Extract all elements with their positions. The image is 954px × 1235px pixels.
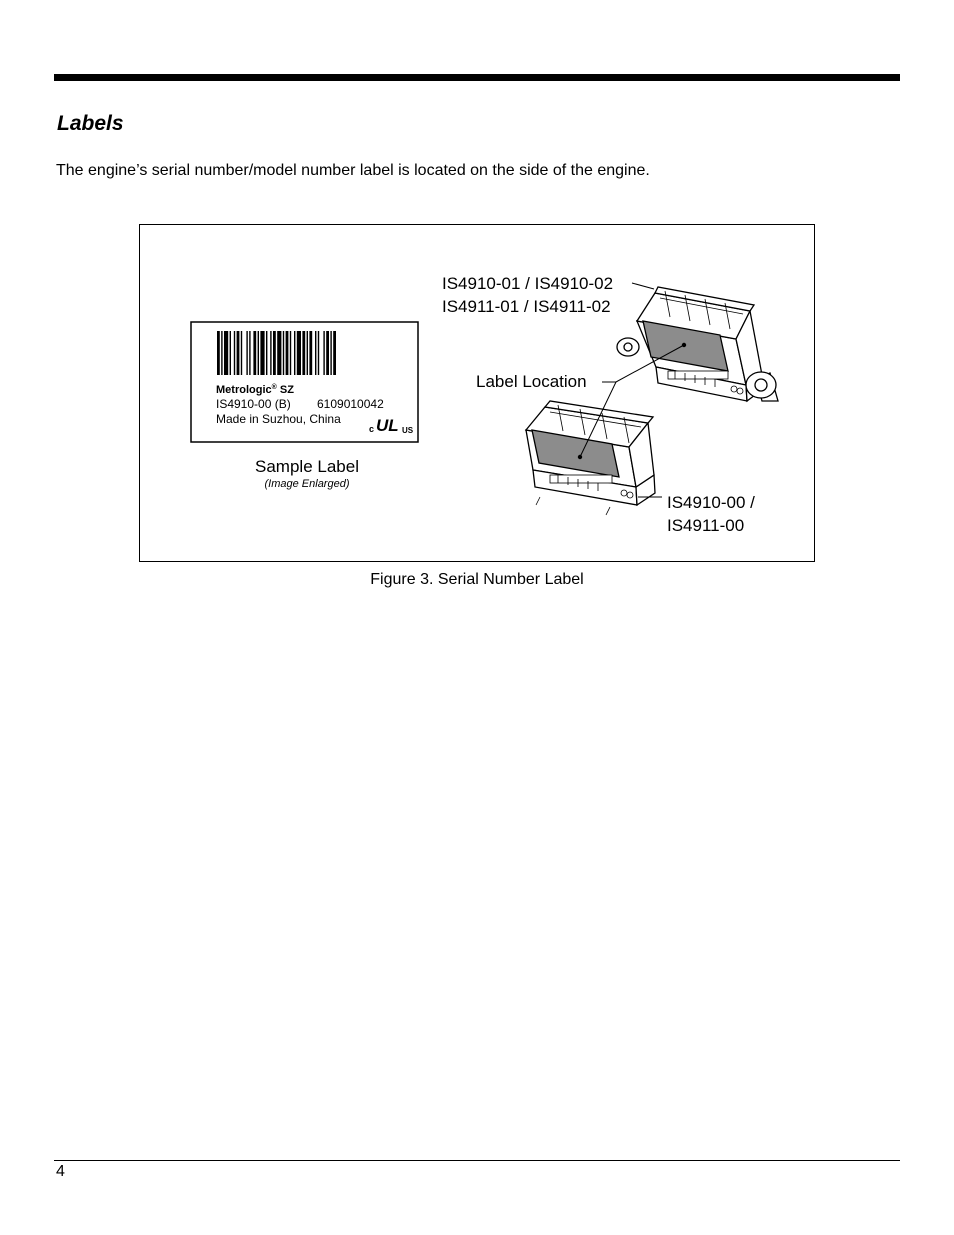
barcode-bar — [290, 331, 291, 375]
barcode-bar — [217, 331, 220, 375]
sample-label-note: (Image Enlarged) — [264, 478, 350, 490]
barcode-bar — [283, 331, 284, 375]
label-origin: Made in Suzhou, China — [216, 412, 341, 426]
svg-text:US: US — [402, 426, 414, 435]
label-serial: 6109010042 — [317, 397, 384, 411]
label-model: IS4910-00 (B) — [216, 397, 291, 411]
svg-text:UL: UL — [376, 416, 399, 435]
engine-lower-drawing — [526, 401, 655, 515]
barcode-bar — [258, 331, 259, 375]
barcode-bar — [234, 331, 235, 375]
section-heading: Labels — [57, 112, 124, 135]
barcode-bar — [309, 331, 312, 375]
barcode-bar — [326, 331, 329, 375]
barcode-bar — [318, 331, 319, 375]
page-number: 4 — [56, 1163, 65, 1180]
top-rule — [54, 74, 900, 81]
callout-label-location: Label Location — [476, 372, 587, 391]
section-body: The engine’s serial number/model number label is located on the side of the engine. — [56, 162, 650, 179]
barcode-bar — [323, 331, 324, 375]
figure-caption: Figure 3. Serial Number Label — [370, 571, 584, 588]
barcode-bar — [294, 331, 295, 375]
barcode-bar — [266, 331, 267, 375]
barcode-bar — [315, 331, 316, 375]
barcode-bar — [241, 331, 242, 375]
engine-upper-drawing — [617, 287, 778, 401]
callout-top-line2: IS4911-01 / IS4911-02 — [442, 297, 611, 316]
barcode-bar — [297, 331, 301, 375]
barcode-bar — [273, 331, 276, 375]
barcode-bar — [246, 331, 247, 375]
barcode-bar — [224, 331, 228, 375]
barcode-bar — [286, 331, 289, 375]
figure-box — [139, 224, 815, 562]
barcode-bar — [237, 331, 240, 375]
barcode-bar — [333, 331, 336, 375]
svg-text:c: c — [369, 424, 375, 434]
callout-top-line1: IS4910-01 / IS4910-02 — [442, 274, 614, 293]
barcode-bar — [307, 331, 308, 375]
callout-bottom-line2: IS4911-00 — [667, 516, 745, 535]
callout-bottom-line1: IS4910-00 / — [667, 493, 755, 512]
barcode-bar — [302, 331, 305, 375]
barcode-bar — [330, 331, 331, 375]
barcode-bar — [270, 331, 271, 375]
sample-label-caption: Sample Label — [255, 457, 359, 476]
label-brand: Metrologic® SZ — [216, 384, 294, 396]
figure-illustration — [140, 225, 814, 561]
barcode-bar — [253, 331, 256, 375]
barcode-bar — [249, 331, 250, 375]
barcode-bar — [230, 331, 231, 375]
bottom-rule — [54, 1160, 900, 1161]
barcode-bar — [221, 331, 222, 375]
barcode-bar — [277, 331, 281, 375]
barcode-bar — [260, 331, 264, 375]
